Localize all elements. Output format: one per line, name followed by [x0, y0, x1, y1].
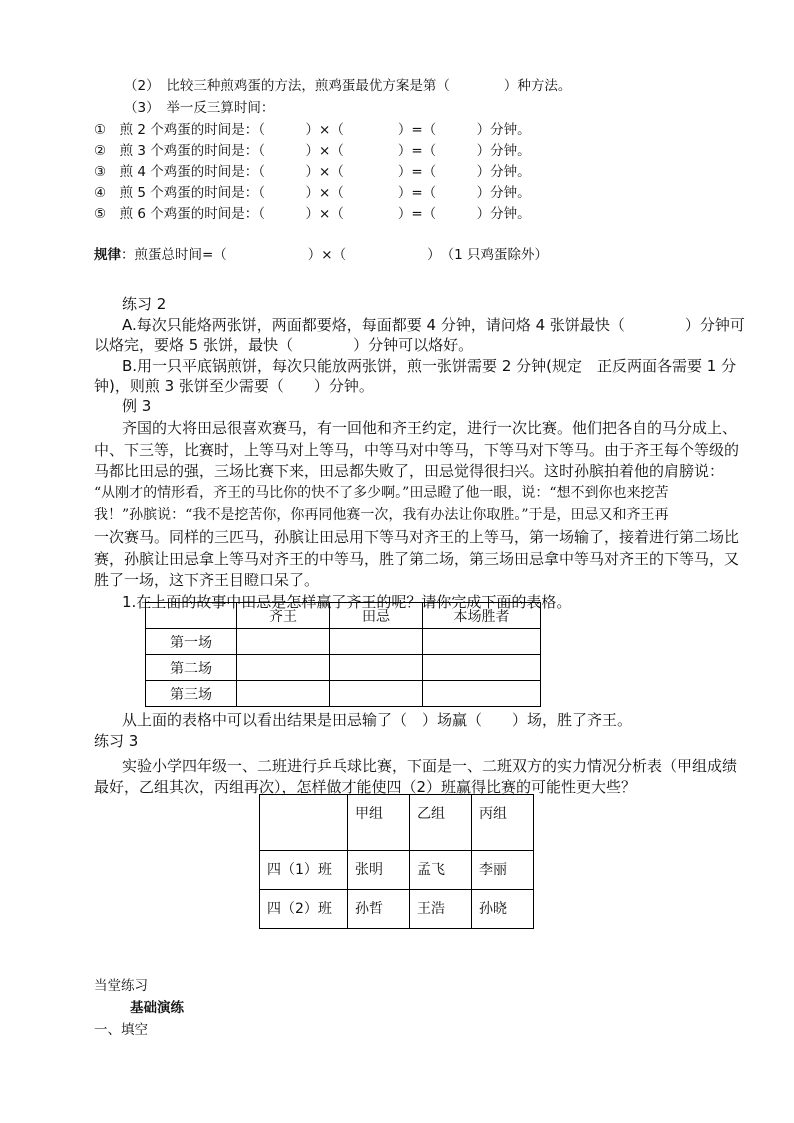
row-label: 第二场 [146, 655, 237, 681]
answer-cell[interactable] [423, 629, 541, 655]
question-2: （2） 比较三种煎鸡蛋的方法，煎鸡蛋最优方案是第（ ）种方法。 [124, 78, 572, 94]
answer-cell[interactable] [330, 629, 423, 655]
table-row [260, 851, 534, 890]
table-cell [260, 795, 348, 851]
table-cell: 王浩 [410, 890, 472, 929]
table-cell: 张明 [348, 851, 410, 890]
practice3-title: 练习 3 [94, 732, 139, 750]
rule-line [94, 246, 548, 264]
calc-item: ④ 煎 5 个鸡蛋的时间是：（ ）×（ ）=（ ）分钟。 [94, 185, 531, 201]
table-cell [146, 603, 237, 629]
question-3: （3） 举一反三算时间： [124, 100, 275, 116]
table-row [260, 890, 534, 929]
practice2-title: 练习 2 [122, 295, 167, 313]
classwork-title: 当堂练习 [94, 978, 148, 994]
practice2-b-line1: B.用一只平底锅煎饼，每次只能放两张饼，煎一张饼需要 2 分钟(规定 正反两面各需要 1 分 [122, 357, 737, 375]
story-line: 我！”孙膑说：“我不是挖苦你，你再同他赛一次，我有办法让你取胜。”于是，田忌又和齐王再 [94, 507, 669, 523]
table-cell: 孙哲 [348, 890, 410, 929]
row-label: 四（1）班 [260, 851, 348, 890]
table-header: 田忌 [330, 603, 423, 629]
pingpong-table [259, 794, 534, 929]
story-line: 齐国的大将田忌很喜欢赛马，有一回他和齐王约定，进行一次比赛。他们把各自的马分成上、 [122, 419, 738, 437]
rule-label: 规律 [94, 247, 121, 263]
calc-item: ② 煎 3 个鸡蛋的时间是：（ ）×（ ）=（ ）分钟。 [94, 143, 531, 159]
table-row [146, 655, 541, 681]
rule-text: ：煎蛋总时间=（ ）×（ ） （1 只鸡蛋除外） [121, 247, 549, 263]
story-line: 胜了一场，这下齐王目瞪口呆了。 [94, 571, 320, 589]
answer-cell[interactable] [237, 681, 330, 707]
table-row [146, 681, 541, 707]
answer-cell[interactable] [423, 655, 541, 681]
story-line: “从刚才的情形看，齐王的马比你的快不了多少啊。”田忌瞪了他一眼，说：“想不到你也来挖苦 [94, 485, 669, 501]
answer-cell[interactable] [237, 655, 330, 681]
table-cell: 孟飞 [410, 851, 472, 890]
practice2-a-line2: 以烙完，要烙 5 张饼，最快（ ）分钟可以烙好。 [94, 336, 474, 354]
example3-conclusion: 从上面的表格中可以看出结果是田忌输了（ ）场赢（ ）场，胜了齐王。 [122, 711, 633, 729]
fill-blank-heading: 一、填空 [94, 1022, 148, 1038]
story-line: 中、下三等，比赛时，上等马对上等马，中等马对中等马，下等马对下等马。由于齐王每个等级的 [94, 441, 740, 459]
table-header: 本场胜者 [423, 603, 541, 629]
example3-question: 1.在上面的故事中田忌是怎样赢了齐王的呢？请你完成下面的表格。 [122, 593, 572, 611]
answer-cell[interactable] [237, 629, 330, 655]
table-cell: 李丽 [472, 851, 534, 890]
row-label: 四（2）班 [260, 890, 348, 929]
row-label: 第三场 [146, 681, 237, 707]
table-header: 齐王 [237, 603, 330, 629]
calc-item: ⑤ 煎 6 个鸡蛋的时间是：（ ）×（ ）=（ ）分钟。 [94, 206, 531, 222]
calc-item: ① 煎 2 个鸡蛋的时间是：（ ）×（ ）=（ ）分钟。 [94, 122, 531, 138]
story-line: 赛，孙膑让田忌拿上等马对齐王的中等马，胜了第二场，第三场田忌拿中等马对齐王的下等马，又 [94, 550, 740, 568]
practice2-b-line2: 钟)，则煎 3 张饼至少需要（ ）分钟。 [94, 377, 374, 395]
table-row [146, 629, 541, 655]
story-line: 马都比田忌的强，三场比赛下来，田忌都失败了，田忌觉得很扫兴。这时孙膑拍着他的肩膀说： [94, 462, 725, 480]
example3-title: 例 3 [122, 397, 152, 415]
calc-item: ③ 煎 4 个鸡蛋的时间是：（ ）×（ ）=（ ）分钟。 [94, 164, 531, 180]
answer-cell[interactable] [330, 655, 423, 681]
answer-cell[interactable] [423, 681, 541, 707]
story-line: 一次赛马。同样的三匹马，孙膑让田忌用下等马对齐王的上等马，第一场输了，接着进行第二场比 [94, 528, 740, 546]
row-label: 第一场 [146, 629, 237, 655]
table-header: 甲组 [348, 795, 410, 851]
table-header-row [146, 603, 541, 629]
table-cell: 孙晓 [472, 890, 534, 929]
table-header-row [260, 795, 534, 851]
horse-race-table [145, 602, 541, 707]
practice2-a-line1: A.每次只能烙两张饼，两面都要烙，每面都要 4 分钟，请问烙 4 张饼最快（ ）分钟可 [122, 316, 745, 334]
table-header: 丙组 [472, 795, 534, 851]
classwork-subtitle: 基础演练 [130, 1000, 184, 1016]
practice3-line1: 实验小学四年级一、二班进行乒乓球比赛，下面是一、二班双方的实力情况分析表（甲组成绩 [122, 757, 738, 775]
practice3-line2: 最好，乙组其次，丙组再次），怎样做才能使四（2）班赢得比赛的可能性更大些？ [94, 778, 637, 796]
answer-cell[interactable] [330, 681, 423, 707]
table-header: 乙组 [410, 795, 472, 851]
